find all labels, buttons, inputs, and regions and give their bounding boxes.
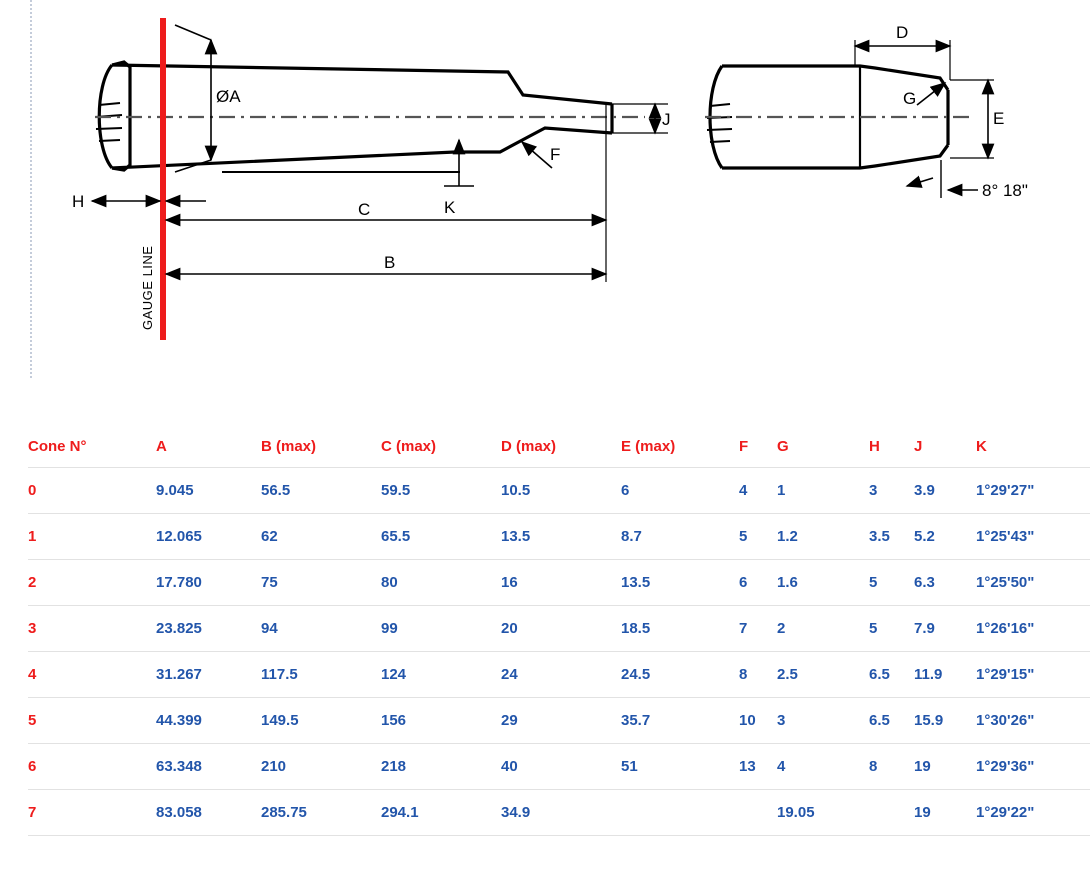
dim-g-leader	[917, 83, 945, 105]
dim-c-label: C	[358, 200, 371, 219]
col-header-j: J	[914, 432, 976, 468]
cell-e: 6	[621, 468, 739, 514]
cell-j: 11.9	[914, 652, 976, 698]
cell-k: 1°29'22"	[976, 790, 1090, 836]
cell-j: 6.3	[914, 560, 976, 606]
col-header-g: G	[777, 432, 869, 468]
cell-e: 8.7	[621, 514, 739, 560]
table-row	[28, 698, 1090, 744]
table-header-row	[28, 432, 1090, 468]
dim-a-leader-top	[175, 25, 211, 40]
cell-h: 5	[869, 560, 914, 606]
cell-j: 5.2	[914, 514, 976, 560]
cell-b: 117.5	[261, 652, 381, 698]
section-hatch	[99, 103, 120, 105]
cell-a: 83.058	[156, 790, 261, 836]
shank-bottom-profile	[112, 128, 612, 168]
col-header-k: K	[976, 432, 1090, 468]
cell-d: 10.5	[501, 468, 621, 514]
gauge-line-label: GAUGE LINE	[140, 245, 155, 330]
cell-e: 51	[621, 744, 739, 790]
cell-cone: 2	[28, 560, 156, 606]
cell-b: 149.5	[261, 698, 381, 744]
cell-d: 29	[501, 698, 621, 744]
angle-label: 8° 18"	[982, 181, 1028, 200]
cell-c: 99	[381, 606, 501, 652]
cell-k: 1°29'27"	[976, 468, 1090, 514]
cell-h: 8	[869, 744, 914, 790]
cell-g: 1	[777, 468, 869, 514]
cell-f: 7	[739, 606, 777, 652]
cell-a: 44.399	[156, 698, 261, 744]
cell-a: 17.780	[156, 560, 261, 606]
cell-h: 5	[869, 606, 914, 652]
cell-h: 3	[869, 468, 914, 514]
cell-f	[739, 790, 777, 836]
cell-d: 20	[501, 606, 621, 652]
cell-cone: 1	[28, 514, 156, 560]
cell-f: 6	[739, 560, 777, 606]
dim-k-label: K	[444, 198, 456, 217]
cell-e: 13.5	[621, 560, 739, 606]
cell-b: 94	[261, 606, 381, 652]
cell-f: 10	[739, 698, 777, 744]
cell-cone: 5	[28, 698, 156, 744]
cell-cone: 4	[28, 652, 156, 698]
angle-leader-left	[907, 178, 933, 186]
cell-k: 1°29'15"	[976, 652, 1090, 698]
section-hatch	[710, 141, 730, 142]
col-header-h: H	[869, 432, 914, 468]
table-row	[28, 744, 1090, 790]
cell-d: 16	[501, 560, 621, 606]
tang-top-profile	[722, 66, 948, 90]
cell-k: 1°26'16"	[976, 606, 1090, 652]
dim-j-label: J	[662, 110, 671, 129]
cell-e	[621, 790, 739, 836]
cell-j: 19	[914, 790, 976, 836]
dim-b-label: B	[384, 253, 396, 272]
cell-a: 9.045	[156, 468, 261, 514]
table-row	[28, 468, 1090, 514]
cell-h: 6.5	[869, 698, 914, 744]
cell-cone: 3	[28, 606, 156, 652]
cell-h: 6.5	[869, 652, 914, 698]
section-hatch	[710, 104, 730, 106]
cell-c: 156	[381, 698, 501, 744]
spec-table-wrap	[0, 432, 1090, 836]
cell-b: 75	[261, 560, 381, 606]
cell-d: 34.9	[501, 790, 621, 836]
dim-g-label: G	[903, 89, 917, 108]
col-header-b: B (max)	[261, 432, 381, 468]
cell-g: 2.5	[777, 652, 869, 698]
cell-a: 12.065	[156, 514, 261, 560]
col-header-d: D (max)	[501, 432, 621, 468]
cell-a: 63.348	[156, 744, 261, 790]
cell-f: 8	[739, 652, 777, 698]
cell-b: 56.5	[261, 468, 381, 514]
cell-b: 62	[261, 514, 381, 560]
cell-k: 1°25'43"	[976, 514, 1090, 560]
cell-a: 31.267	[156, 652, 261, 698]
cell-k: 1°25'50"	[976, 560, 1090, 606]
cell-c: 294.1	[381, 790, 501, 836]
cell-k: 1°30'26"	[976, 698, 1090, 744]
cell-g: 19.05	[777, 790, 869, 836]
dim-e-label: E	[993, 109, 1005, 128]
cell-h	[869, 790, 914, 836]
cell-c: 124	[381, 652, 501, 698]
cell-e: 18.5	[621, 606, 739, 652]
cell-cone: 7	[28, 790, 156, 836]
cell-j: 7.9	[914, 606, 976, 652]
cell-j: 15.9	[914, 698, 976, 744]
cell-j: 19	[914, 744, 976, 790]
cell-cone: 6	[28, 744, 156, 790]
cell-d: 13.5	[501, 514, 621, 560]
dim-h-label: H	[72, 192, 85, 211]
cell-c: 65.5	[381, 514, 501, 560]
cell-f: 13	[739, 744, 777, 790]
cell-g: 1.6	[777, 560, 869, 606]
taper-diagram	[0, 0, 1090, 400]
table-row	[28, 560, 1090, 606]
dim-d-label: D	[896, 23, 909, 42]
shank-top-profile	[112, 65, 612, 104]
cell-g: 1.2	[777, 514, 869, 560]
cell-b: 285.75	[261, 790, 381, 836]
cell-d: 24	[501, 652, 621, 698]
col-header-cone: Cone N°	[28, 432, 156, 468]
taper-spec-table	[28, 432, 1090, 836]
cell-f: 5	[739, 514, 777, 560]
section-hatch	[707, 129, 732, 130]
cell-f: 4	[739, 468, 777, 514]
cell-c: 59.5	[381, 468, 501, 514]
dim-f-leader	[522, 142, 552, 168]
cell-k: 1°29'36"	[976, 744, 1090, 790]
cell-c: 80	[381, 560, 501, 606]
tang-bottom-profile	[722, 145, 948, 168]
table-row	[28, 514, 1090, 560]
cell-g: 3	[777, 698, 869, 744]
cell-h: 3.5	[869, 514, 914, 560]
table-row	[28, 606, 1090, 652]
cell-j: 3.9	[914, 468, 976, 514]
cell-c: 218	[381, 744, 501, 790]
col-header-a: A	[156, 432, 261, 468]
section-hatch	[99, 140, 120, 141]
col-header-c: C (max)	[381, 432, 501, 468]
col-header-f: F	[739, 432, 777, 468]
section-hatch	[96, 128, 122, 129]
table-row	[28, 652, 1090, 698]
cell-g: 2	[777, 606, 869, 652]
cell-e: 24.5	[621, 652, 739, 698]
cell-g: 4	[777, 744, 869, 790]
cell-d: 40	[501, 744, 621, 790]
cell-a: 23.825	[156, 606, 261, 652]
cell-b: 210	[261, 744, 381, 790]
table-row	[28, 790, 1090, 836]
dim-a-label: ØA	[216, 87, 241, 106]
cell-e: 35.7	[621, 698, 739, 744]
dim-f-label: F	[550, 145, 561, 164]
col-header-e: E (max)	[621, 432, 739, 468]
cell-cone: 0	[28, 468, 156, 514]
